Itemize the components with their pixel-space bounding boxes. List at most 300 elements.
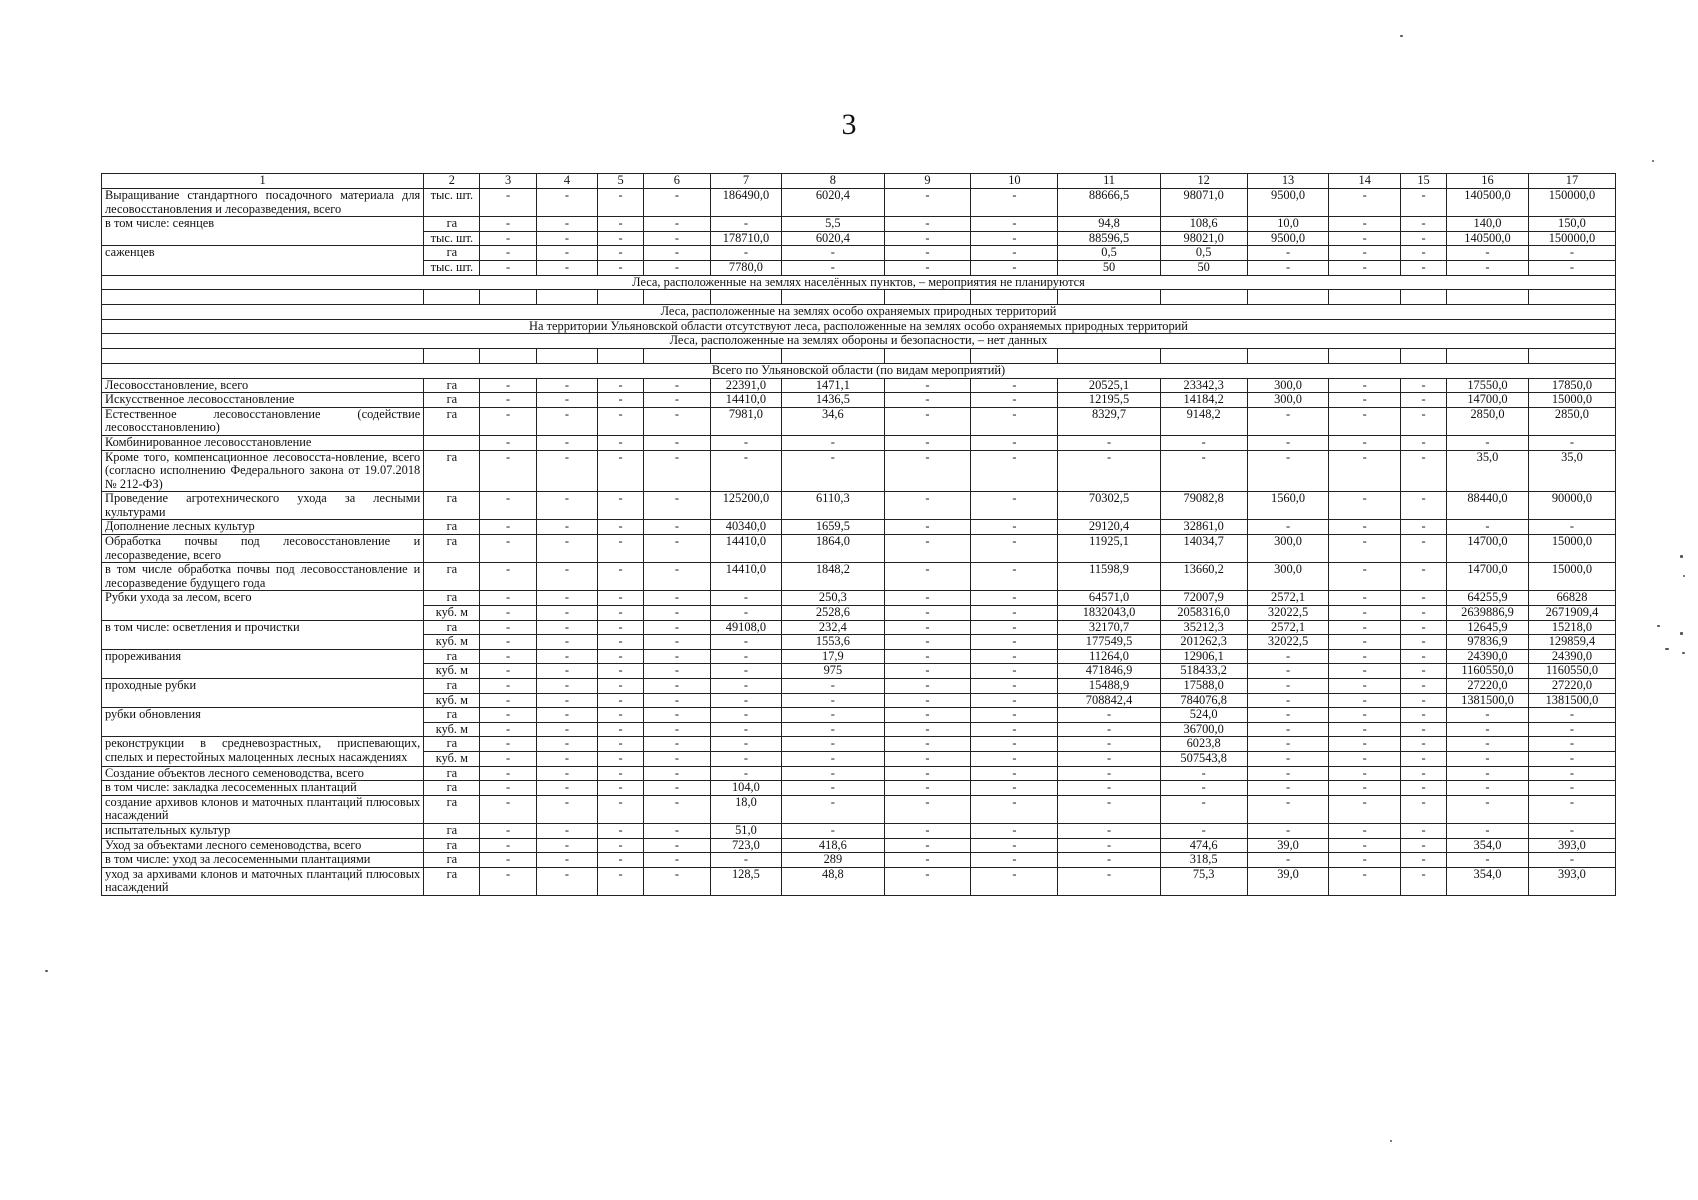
value-cell: -	[480, 606, 536, 621]
value-cell: -	[1058, 722, 1160, 737]
value-cell: 1471,1	[782, 378, 884, 393]
value-cell: -	[1401, 766, 1447, 781]
value-cell: -	[971, 664, 1058, 679]
value-cell: -	[782, 781, 884, 796]
value-cell: 125200,0	[710, 492, 782, 520]
value-cell: -	[1329, 708, 1401, 723]
value-cell: -	[598, 492, 644, 520]
section-title: Леса, расположенные на землях населённых пунктов, – мероприятия не планируются	[102, 275, 1616, 290]
value-cell: -	[1247, 435, 1329, 450]
value-cell: 150,0	[1528, 217, 1615, 232]
value-cell: 72007,9	[1160, 591, 1247, 606]
value-cell: -	[480, 722, 536, 737]
value-cell: -	[884, 823, 971, 838]
value-cell: 64571,0	[1058, 591, 1160, 606]
value-cell: 150000,0	[1528, 189, 1615, 217]
value-cell: 300,0	[1247, 535, 1329, 563]
value-cell: -	[1160, 781, 1247, 796]
value-cell: -	[782, 435, 884, 450]
value-cell: 9500,0	[1247, 231, 1329, 246]
value-cell: 32861,0	[1160, 520, 1247, 535]
value-cell: -	[598, 563, 644, 591]
value-cell: -	[1329, 795, 1401, 823]
value-cell: 1436,5	[782, 393, 884, 408]
value-cell: 524,0	[1160, 708, 1247, 723]
value-cell: -	[1329, 189, 1401, 217]
value-cell: -	[1401, 649, 1447, 664]
empty-cell	[536, 290, 597, 305]
value-cell: -	[884, 246, 971, 261]
value-cell: 6020,4	[782, 231, 884, 246]
value-cell: -	[971, 838, 1058, 853]
value-cell: -	[598, 679, 644, 694]
value-cell: 90000,0	[1528, 492, 1615, 520]
section-title: Леса, расположенные на землях особо охраняемых природных территорий	[102, 305, 1616, 320]
value-cell: -	[884, 189, 971, 217]
value-cell: -	[1447, 853, 1529, 868]
value-cell: -	[480, 520, 536, 535]
empty-cell	[971, 348, 1058, 363]
value-cell: 34,6	[782, 407, 884, 435]
value-cell: -	[1401, 722, 1447, 737]
value-cell: -	[710, 217, 782, 232]
scan-speck	[1390, 1140, 1392, 1142]
value-cell: -	[884, 766, 971, 781]
value-cell: 14700,0	[1447, 563, 1529, 591]
value-cell: -	[884, 217, 971, 232]
value-cell: 35,0	[1528, 450, 1615, 492]
value-cell: -	[1528, 435, 1615, 450]
column-number: 2	[424, 174, 480, 189]
value-cell: -	[710, 450, 782, 492]
value-cell: 1659,5	[782, 520, 884, 535]
value-cell: -	[644, 378, 710, 393]
value-cell: 201262,3	[1160, 635, 1247, 650]
value-cell: -	[710, 435, 782, 450]
value-cell: -	[536, 693, 597, 708]
table-row	[102, 393, 1616, 408]
value-cell: 17588,0	[1160, 679, 1247, 694]
value-cell: 2528,6	[782, 606, 884, 621]
section-row	[102, 319, 1616, 334]
value-cell: -	[971, 635, 1058, 650]
value-cell: -	[884, 693, 971, 708]
value-cell: -	[480, 435, 536, 450]
value-cell: 1864,0	[782, 535, 884, 563]
value-cell: -	[536, 260, 597, 275]
value-cell: -	[1401, 867, 1447, 895]
value-cell: -	[1329, 231, 1401, 246]
value-cell: -	[480, 708, 536, 723]
value-cell: 12195,5	[1058, 393, 1160, 408]
value-cell: 6023,8	[1160, 737, 1247, 752]
activity-name: Создание объектов лесного семеноводства, всего	[102, 766, 424, 781]
column-number: 12	[1160, 174, 1247, 189]
value-cell: 129859,4	[1528, 635, 1615, 650]
value-cell: 50	[1058, 260, 1160, 275]
unit-cell: га	[424, 766, 480, 781]
value-cell: -	[884, 679, 971, 694]
value-cell: -	[598, 535, 644, 563]
value-cell: 471846,9	[1058, 664, 1160, 679]
value-cell: -	[598, 708, 644, 723]
empty-cell	[598, 290, 644, 305]
value-cell: 39,0	[1247, 838, 1329, 853]
value-cell: 22391,0	[710, 378, 782, 393]
value-cell: -	[1401, 393, 1447, 408]
table-row	[102, 450, 1616, 492]
value-cell: 0,5	[1058, 246, 1160, 261]
value-cell: -	[598, 378, 644, 393]
value-cell: -	[884, 795, 971, 823]
unit-cell: куб. м	[424, 722, 480, 737]
activity-name: в том числе: сеянцев	[102, 217, 424, 246]
value-cell: -	[536, 535, 597, 563]
table-row	[102, 853, 1616, 868]
value-cell: -	[971, 823, 1058, 838]
value-cell: 104,0	[710, 781, 782, 796]
value-cell: -	[1528, 737, 1615, 752]
activity-name: в том числе: уход за лесосеменными плантациями	[102, 853, 424, 868]
value-cell: -	[782, 260, 884, 275]
value-cell: 88596,5	[1058, 231, 1160, 246]
value-cell: -	[884, 751, 971, 766]
value-cell: -	[782, 450, 884, 492]
value-cell: 18,0	[710, 795, 782, 823]
unit-cell: га	[424, 649, 480, 664]
value-cell: -	[480, 693, 536, 708]
value-cell: -	[480, 664, 536, 679]
value-cell: 177549,5	[1058, 635, 1160, 650]
empty-cell	[1401, 348, 1447, 363]
empty-row	[102, 348, 1616, 363]
value-cell: -	[480, 450, 536, 492]
value-cell: -	[971, 378, 1058, 393]
table-row	[102, 492, 1616, 520]
value-cell: -	[1329, 260, 1401, 275]
value-cell: -	[971, 535, 1058, 563]
value-cell: -	[644, 693, 710, 708]
value-cell: 418,6	[782, 838, 884, 853]
empty-cell	[1247, 348, 1329, 363]
value-cell: -	[1247, 722, 1329, 737]
column-number: 10	[971, 174, 1058, 189]
value-cell: 98021,0	[1160, 231, 1247, 246]
empty-cell	[1528, 348, 1615, 363]
value-cell: -	[1528, 795, 1615, 823]
value-cell: -	[644, 189, 710, 217]
unit-cell: га	[424, 535, 480, 563]
value-cell: 15488,9	[1058, 679, 1160, 694]
value-cell: -	[884, 231, 971, 246]
value-cell: -	[1058, 737, 1160, 752]
value-cell: -	[971, 867, 1058, 895]
column-number: 17	[1528, 174, 1615, 189]
value-cell: -	[1329, 737, 1401, 752]
value-cell: -	[1401, 450, 1447, 492]
empty-cell	[480, 290, 536, 305]
value-cell: -	[1329, 867, 1401, 895]
value-cell: 11925,1	[1058, 535, 1160, 563]
value-cell: 35212,3	[1160, 620, 1247, 635]
value-cell: 64255,9	[1447, 591, 1529, 606]
activity-name: в том числе: осветления и прочистки	[102, 620, 424, 649]
value-cell: -	[1329, 751, 1401, 766]
value-cell: -	[480, 838, 536, 853]
value-cell: -	[480, 591, 536, 606]
scan-speck	[1665, 648, 1669, 650]
value-cell: -	[971, 649, 1058, 664]
value-cell: -	[1401, 231, 1447, 246]
value-cell: -	[1329, 407, 1401, 435]
value-cell: -	[480, 535, 536, 563]
value-cell: 12906,1	[1160, 649, 1247, 664]
activity-name: прореживания	[102, 649, 424, 678]
value-cell: -	[1447, 795, 1529, 823]
value-cell: -	[1329, 520, 1401, 535]
page-number: 3	[841, 108, 857, 141]
value-cell: -	[536, 751, 597, 766]
empty-cell	[1401, 290, 1447, 305]
value-cell: -	[480, 737, 536, 752]
value-cell: -	[1329, 620, 1401, 635]
value-cell: -	[644, 217, 710, 232]
value-cell: -	[1329, 766, 1401, 781]
empty-cell	[884, 290, 971, 305]
value-cell: -	[480, 751, 536, 766]
value-cell: -	[971, 563, 1058, 591]
value-cell: -	[1447, 737, 1529, 752]
unit-cell	[424, 435, 480, 450]
section-row	[102, 334, 1616, 349]
value-cell: -	[971, 751, 1058, 766]
value-cell: 300,0	[1247, 393, 1329, 408]
value-cell: -	[536, 393, 597, 408]
value-cell: -	[598, 620, 644, 635]
activity-name: рубки обновления	[102, 708, 424, 737]
value-cell: -	[884, 708, 971, 723]
value-cell: -	[480, 260, 536, 275]
value-cell: -	[884, 853, 971, 868]
unit-cell: га	[424, 708, 480, 723]
unit-cell: га	[424, 679, 480, 694]
value-cell: -	[598, 853, 644, 868]
value-cell: -	[884, 867, 971, 895]
activity-name: саженцев	[102, 246, 424, 275]
value-cell: -	[1058, 766, 1160, 781]
value-cell: -	[598, 450, 644, 492]
value-cell: -	[480, 867, 536, 895]
table-row	[102, 679, 1616, 694]
value-cell: -	[971, 693, 1058, 708]
value-cell: -	[1401, 407, 1447, 435]
value-cell: 723,0	[710, 838, 782, 853]
value-cell: -	[1058, 853, 1160, 868]
value-cell: -	[644, 795, 710, 823]
value-cell: 94,8	[1058, 217, 1160, 232]
table-row	[102, 823, 1616, 838]
empty-cell	[1329, 348, 1401, 363]
value-cell: -	[598, 606, 644, 621]
value-cell: 7981,0	[710, 407, 782, 435]
value-cell: -	[971, 231, 1058, 246]
value-cell: -	[480, 407, 536, 435]
value-cell: -	[644, 635, 710, 650]
value-cell: 140500,0	[1447, 231, 1529, 246]
value-cell: -	[884, 591, 971, 606]
section-row	[102, 275, 1616, 290]
activity-name: Обработка почвы под лесовосстановление и лесоразведение, всего	[102, 535, 424, 563]
value-cell: 300,0	[1247, 378, 1329, 393]
value-cell: -	[536, 823, 597, 838]
value-cell: 474,6	[1160, 838, 1247, 853]
table-row	[102, 435, 1616, 450]
unit-cell: га	[424, 795, 480, 823]
value-cell: -	[971, 781, 1058, 796]
value-cell: -	[710, 606, 782, 621]
value-cell: 289	[782, 853, 884, 868]
value-cell: -	[1160, 435, 1247, 450]
value-cell: 50	[1160, 260, 1247, 275]
value-cell: 23342,3	[1160, 378, 1247, 393]
value-cell: -	[1247, 795, 1329, 823]
activity-name: в том числе обработка почвы под лесовосстановление и лесоразведение будущего года	[102, 563, 424, 591]
unit-cell: га	[424, 520, 480, 535]
value-cell: -	[1401, 189, 1447, 217]
value-cell: -	[480, 393, 536, 408]
value-cell: -	[480, 620, 536, 635]
activity-name: испытательных культур	[102, 823, 424, 838]
value-cell: -	[1401, 606, 1447, 621]
value-cell: -	[1401, 246, 1447, 261]
unit-cell: га	[424, 853, 480, 868]
value-cell: -	[971, 737, 1058, 752]
value-cell: 15000,0	[1528, 393, 1615, 408]
value-cell: -	[1447, 823, 1529, 838]
value-cell: 17,9	[782, 649, 884, 664]
value-cell: -	[1401, 679, 1447, 694]
activity-name: Искусственное лесовосстановление	[102, 393, 424, 408]
value-cell: -	[1401, 693, 1447, 708]
value-cell: 32022,5	[1247, 635, 1329, 650]
value-cell: -	[644, 751, 710, 766]
value-cell: 2572,1	[1247, 620, 1329, 635]
value-cell: 6110,3	[782, 492, 884, 520]
value-cell: 66828	[1528, 591, 1615, 606]
table-row	[102, 781, 1616, 796]
value-cell: -	[1247, 649, 1329, 664]
empty-cell	[424, 348, 480, 363]
value-cell: -	[710, 722, 782, 737]
value-cell: 1553,6	[782, 635, 884, 650]
value-cell: 2639886,9	[1447, 606, 1529, 621]
table-row	[102, 708, 1616, 723]
table-row	[102, 867, 1616, 895]
empty-cell	[1329, 290, 1401, 305]
value-cell: -	[480, 781, 536, 796]
value-cell: -	[1247, 708, 1329, 723]
value-cell: -	[598, 693, 644, 708]
activity-name: Уход за объектами лесного семеноводства, всего	[102, 838, 424, 853]
value-cell: 6020,4	[782, 189, 884, 217]
value-cell: -	[536, 520, 597, 535]
column-number: 7	[710, 174, 782, 189]
unit-cell: га	[424, 378, 480, 393]
value-cell: -	[1528, 853, 1615, 868]
value-cell: -	[1401, 838, 1447, 853]
value-cell: -	[884, 393, 971, 408]
value-cell: -	[971, 189, 1058, 217]
value-cell: -	[782, 737, 884, 752]
value-cell: -	[971, 591, 1058, 606]
value-cell: -	[598, 649, 644, 664]
activity-name: проходные рубки	[102, 679, 424, 708]
value-cell: 0,5	[1160, 246, 1247, 261]
value-cell: -	[884, 492, 971, 520]
value-cell: -	[536, 679, 597, 694]
value-cell: 140500,0	[1447, 189, 1529, 217]
value-cell: -	[644, 563, 710, 591]
value-cell: 39,0	[1247, 867, 1329, 895]
value-cell: 9148,2	[1160, 407, 1247, 435]
column-number: 1	[102, 174, 424, 189]
value-cell: -	[644, 260, 710, 275]
value-cell: 36700,0	[1160, 722, 1247, 737]
value-cell: -	[1528, 823, 1615, 838]
scan-speck	[1680, 632, 1683, 635]
value-cell: 24390,0	[1528, 649, 1615, 664]
value-cell: -	[1528, 766, 1615, 781]
value-cell: 354,0	[1447, 838, 1529, 853]
column-number: 5	[598, 174, 644, 189]
value-cell: -	[1329, 853, 1401, 868]
value-cell: -	[1447, 435, 1529, 450]
value-cell: -	[480, 853, 536, 868]
value-cell: -	[884, 407, 971, 435]
activity-name: Дополнение лесных культур	[102, 520, 424, 535]
value-cell: 14184,2	[1160, 393, 1247, 408]
value-cell: 393,0	[1528, 838, 1615, 853]
table-row	[102, 838, 1616, 853]
value-cell: 12645,9	[1447, 620, 1529, 635]
value-cell: -	[1401, 781, 1447, 796]
unit-cell: куб. м	[424, 751, 480, 766]
value-cell: -	[884, 535, 971, 563]
unit-cell: га	[424, 217, 480, 232]
empty-cell	[644, 290, 710, 305]
value-cell: -	[1447, 260, 1529, 275]
value-cell: -	[884, 563, 971, 591]
value-cell: -	[710, 766, 782, 781]
value-cell: -	[1401, 795, 1447, 823]
value-cell: -	[1247, 751, 1329, 766]
value-cell: -	[1247, 823, 1329, 838]
value-cell: 518433,2	[1160, 664, 1247, 679]
value-cell: -	[782, 795, 884, 823]
value-cell: -	[598, 260, 644, 275]
value-cell: -	[598, 435, 644, 450]
section-row	[102, 363, 1616, 378]
table-row	[102, 217, 1616, 232]
table-row	[102, 407, 1616, 435]
value-cell: -	[644, 535, 710, 563]
value-cell: 1160550,0	[1528, 664, 1615, 679]
value-cell: 2671909,4	[1528, 606, 1615, 621]
value-cell: -	[1329, 435, 1401, 450]
value-cell: 1381500,0	[1447, 693, 1529, 708]
forestry-activities-table	[101, 173, 1616, 896]
unit-cell: тыс. шт.	[424, 260, 480, 275]
